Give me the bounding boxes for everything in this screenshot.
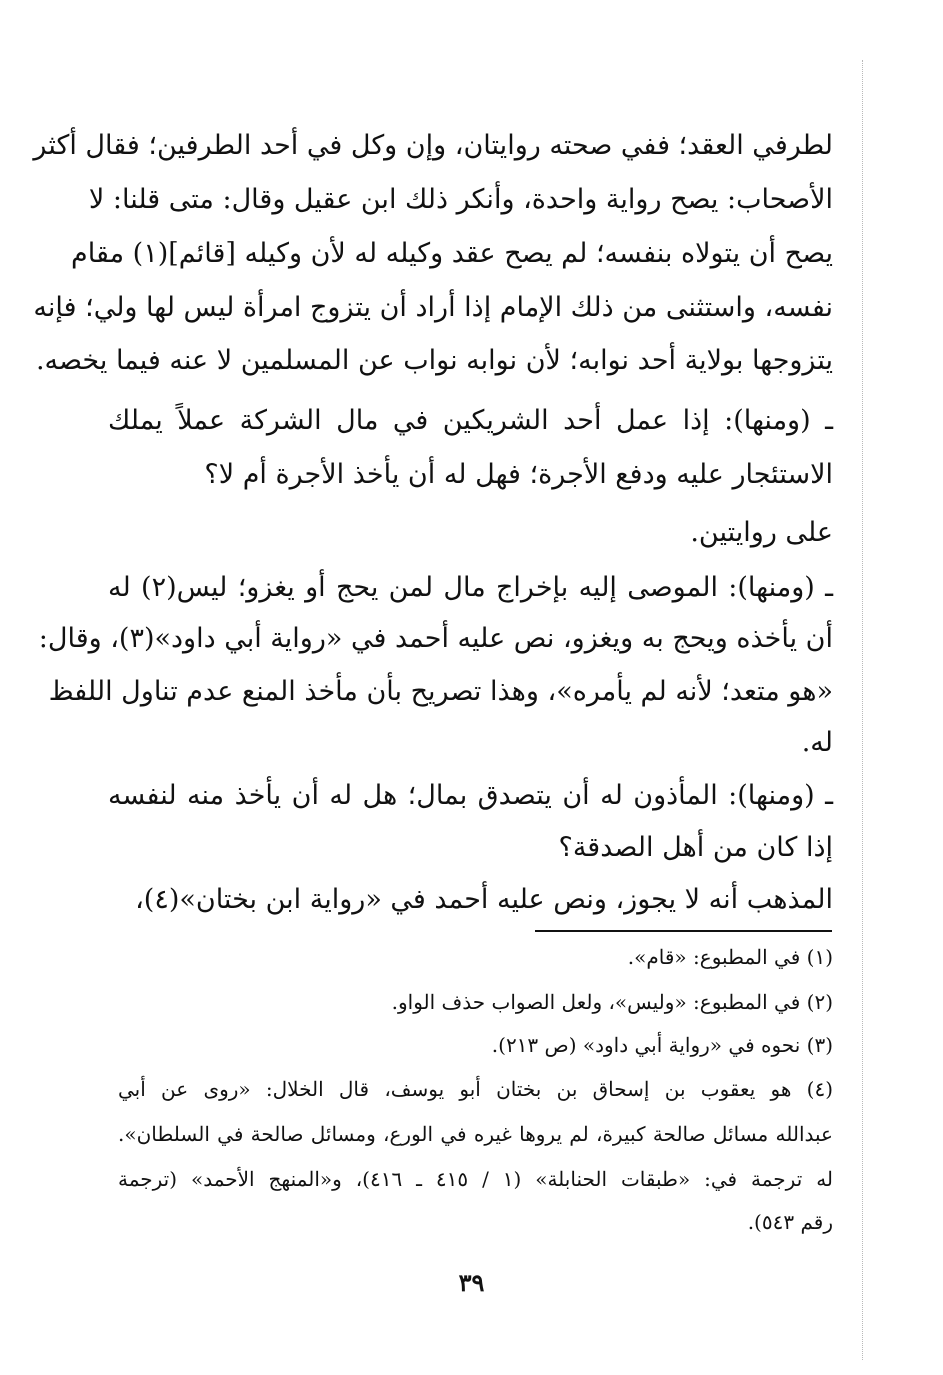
- body-line: الأصحاب: يصح رواية واحدة، وأنكر ذلك ابن عقيل وقال: متى قلنا: لا: [88, 184, 833, 215]
- body-line: أن يأخذه ويحج به ويغزو، نص عليه أحمد في «رواية أبي داود»(٣)، وقال:: [38, 623, 833, 654]
- footnote-line: (٣) نحوه في «رواية أبي داود» (ص ٢١٣).: [491, 1033, 833, 1057]
- body-line: المذهب أنه لا يجوز، ونص عليه أحمد في «رواية ابن بختان»(٤)،: [135, 884, 833, 915]
- body-line: ـ (ومنها): الموصى إليه بإخراج مال لمن يحج أو يغزو؛ ليس(٢) له: [108, 572, 833, 603]
- footnote-divider: [535, 930, 832, 932]
- body-line: ـ (ومنها): المأذون له أن يتصدق بمال؛ هل له أن يأخذ منه لنفسه: [108, 780, 833, 811]
- body-line: لطرفي العقد؛ ففي صحته روايتان، وإن وكل في أحد الطرفين؛ فقال أكثر: [33, 130, 833, 161]
- footnote-line: (٢) في المطبوع: «وليس»، ولعل الصواب حذف الواو.: [391, 990, 833, 1014]
- body-line: نفسه، واستثنى من ذلك الإمام إذا أراد أن يتزوج امرأة ليس لها ولي؛ فإنه: [33, 292, 833, 323]
- body-line: على روايتين.: [690, 517, 833, 548]
- footnote-line: (٤) هو يعقوب بن إسحاق بن بختان أبو يوسف، قال الخلال: «روى عن أبي: [118, 1077, 833, 1101]
- footnote-line: (١) في المطبوع: «قام».: [627, 945, 833, 969]
- body-line: يصح أن يتولاه بنفسه؛ لم يصح عقد وكيله له لأن وكيله [قائم](١) مقام: [71, 238, 833, 269]
- body-line: «هو متعد؛ لأنه لم يأمره»، وهذا تصريح بأن مأخذ المنع عدم تناول اللفظ: [48, 676, 833, 707]
- body-line: إذا كان من أهل الصدقة؟: [558, 832, 833, 863]
- footnote-line: له ترجمة في: «طبقات الحنابلة» (١ / ٤١٥ ـ ٤١٦)، و«المنهج الأحمد» (ترجمة: [118, 1167, 834, 1191]
- body-line: يتزوجها بولاية أحد نوابه؛ لأن نوابه نواب عن المسلمين لا عنه فيما يخصه.: [35, 345, 833, 376]
- body-line: له.: [801, 727, 833, 758]
- body-line: ـ (ومنها): إذا عمل أحد الشريكين في مال الشركة عملاً يملك: [108, 405, 833, 436]
- body-line: الاستئجار عليه ودفع الأجرة؛ فهل له أن يأخذ الأجرة أم لا؟: [204, 459, 833, 490]
- scan-margin-line: [862, 60, 863, 1360]
- footnote-line: رقم ٥٤٣).: [747, 1210, 833, 1234]
- footnote-line: عبدالله مسائل صالحة كبيرة، لم يروها غيره في الورع، ومسائل صالحة في السلطان».: [118, 1122, 833, 1146]
- page-number: ٣٩: [458, 1268, 485, 1297]
